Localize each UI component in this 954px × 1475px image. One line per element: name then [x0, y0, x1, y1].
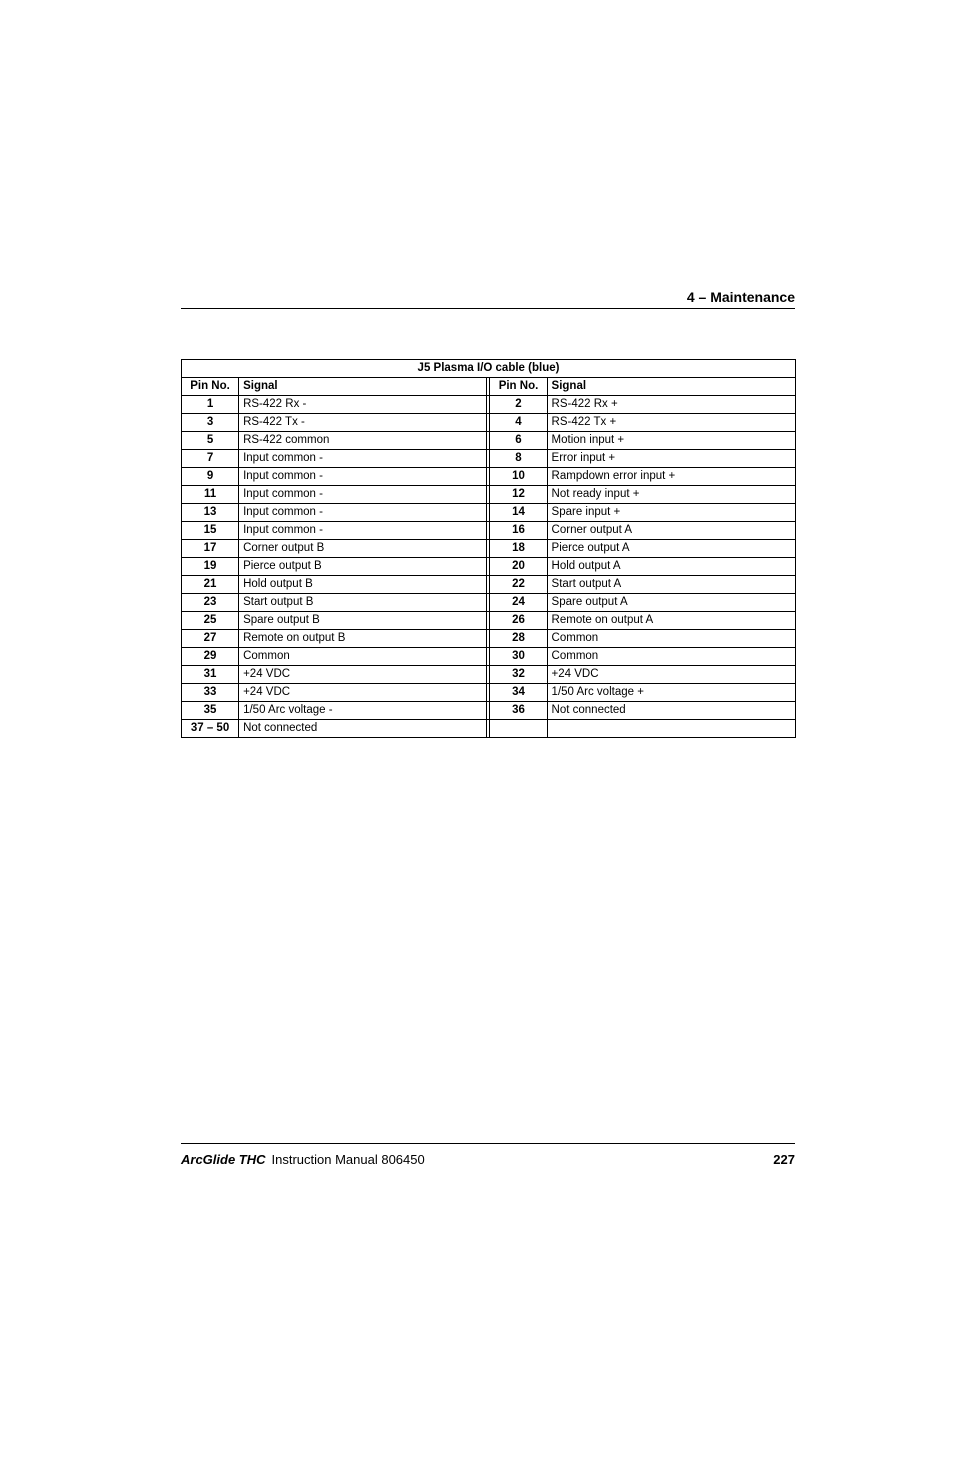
pin-number: 20 — [490, 558, 547, 576]
pinout-table — [181, 359, 796, 738]
pin-number: 19 — [182, 558, 239, 576]
signal-name: Corner output B — [239, 540, 487, 558]
signal-name — [547, 720, 795, 738]
table-row — [182, 612, 796, 630]
table-row — [182, 720, 796, 738]
page-footer — [181, 1150, 795, 1170]
signal-name: Input common - — [239, 468, 487, 486]
signal-name: Not connected — [239, 720, 487, 738]
header-rule — [181, 308, 795, 309]
signal-name: RS-422 Rx + — [547, 396, 795, 414]
pin-number: 17 — [182, 540, 239, 558]
pin-number: 26 — [490, 612, 547, 630]
pin-number: 6 — [490, 432, 547, 450]
signal-name: Start output A — [547, 576, 795, 594]
signal-name: Remote on output B — [239, 630, 487, 648]
table-row — [182, 702, 796, 720]
pin-number: 16 — [490, 522, 547, 540]
column-header-pin: Pin No. — [490, 378, 547, 396]
table-row — [182, 684, 796, 702]
signal-name: Hold output B — [239, 576, 487, 594]
signal-name: Input common - — [239, 522, 487, 540]
signal-name: Spare input + — [547, 504, 795, 522]
table-row — [182, 630, 796, 648]
pin-number: 18 — [490, 540, 547, 558]
pin-number: 8 — [490, 450, 547, 468]
signal-name: 1/50 Arc voltage - — [239, 702, 487, 720]
signal-name: 1/50 Arc voltage + — [547, 684, 795, 702]
table-row — [182, 504, 796, 522]
pin-number: 32 — [490, 666, 547, 684]
pin-number: 13 — [182, 504, 239, 522]
table-row — [182, 468, 796, 486]
table-row — [182, 540, 796, 558]
pin-number: 4 — [490, 414, 547, 432]
column-header-signal: Signal — [547, 378, 795, 396]
signal-name: Common — [239, 648, 487, 666]
signal-name: Error input + — [547, 450, 795, 468]
table-row — [182, 666, 796, 684]
pin-number: 14 — [490, 504, 547, 522]
signal-name: +24 VDC — [239, 666, 487, 684]
pin-number: 11 — [182, 486, 239, 504]
table-row — [182, 522, 796, 540]
pin-number: 27 — [182, 630, 239, 648]
chapter-title: 4 – Maintenance — [686, 289, 795, 305]
signal-name: Input common - — [239, 486, 487, 504]
signal-name: Rampdown error input + — [547, 468, 795, 486]
product-name: ArcGlide THC — [181, 1152, 266, 1167]
pin-number — [490, 720, 547, 738]
pin-number: 2 — [490, 396, 547, 414]
page-number: 227 — [773, 1152, 795, 1167]
table-row — [182, 414, 796, 432]
pin-number: 36 — [490, 702, 547, 720]
signal-name: Common — [547, 630, 795, 648]
pin-number: 34 — [490, 684, 547, 702]
pin-number: 1 — [182, 396, 239, 414]
signal-name: Not ready input + — [547, 486, 795, 504]
pin-number: 24 — [490, 594, 547, 612]
table-row — [182, 450, 796, 468]
signal-name: Corner output A — [547, 522, 795, 540]
pin-number: 12 — [490, 486, 547, 504]
pin-number: 31 — [182, 666, 239, 684]
signal-name: Hold output A — [547, 558, 795, 576]
pin-number: 30 — [490, 648, 547, 666]
table-row — [182, 576, 796, 594]
signal-name: Spare output A — [547, 594, 795, 612]
pin-number: 9 — [182, 468, 239, 486]
pin-number: 3 — [182, 414, 239, 432]
table-caption: J5 Plasma I/O cable (blue) — [182, 360, 796, 378]
signal-name: Pierce output B — [239, 558, 487, 576]
signal-name: Pierce output A — [547, 540, 795, 558]
pin-number: 28 — [490, 630, 547, 648]
column-header-pin: Pin No. — [182, 378, 239, 396]
pin-number: 7 — [182, 450, 239, 468]
table-row — [182, 396, 796, 414]
pin-number: 21 — [182, 576, 239, 594]
signal-name: RS-422 common — [239, 432, 487, 450]
signal-name: +24 VDC — [239, 684, 487, 702]
signal-name: RS-422 Rx - — [239, 396, 487, 414]
signal-name: Common — [547, 648, 795, 666]
table-row — [182, 594, 796, 612]
signal-name: RS-422 Tx + — [547, 414, 795, 432]
pin-number: 10 — [490, 468, 547, 486]
signal-name: Motion input + — [547, 432, 795, 450]
footer-rule — [181, 1143, 795, 1144]
pin-number: 37 – 50 — [182, 720, 239, 738]
table-row — [182, 558, 796, 576]
pin-number: 23 — [182, 594, 239, 612]
signal-name: Input common - — [239, 450, 487, 468]
table-body — [182, 396, 796, 738]
manual-title: Instruction Manual 806450 — [271, 1152, 425, 1167]
table-row — [182, 432, 796, 450]
table-row — [182, 648, 796, 666]
signal-name: Not connected — [547, 702, 795, 720]
pin-number: 15 — [182, 522, 239, 540]
pin-number: 25 — [182, 612, 239, 630]
pin-number: 33 — [182, 684, 239, 702]
pin-number: 35 — [182, 702, 239, 720]
signal-name: Spare output B — [239, 612, 487, 630]
pin-number: 5 — [182, 432, 239, 450]
signal-name: Remote on output A — [547, 612, 795, 630]
signal-name: Input common - — [239, 504, 487, 522]
table-row — [182, 486, 796, 504]
signal-name: Start output B — [239, 594, 487, 612]
pin-number: 22 — [490, 576, 547, 594]
page-header — [181, 287, 795, 307]
pin-number: 29 — [182, 648, 239, 666]
signal-name: +24 VDC — [547, 666, 795, 684]
column-header-signal: Signal — [239, 378, 487, 396]
signal-name: RS-422 Tx - — [239, 414, 487, 432]
